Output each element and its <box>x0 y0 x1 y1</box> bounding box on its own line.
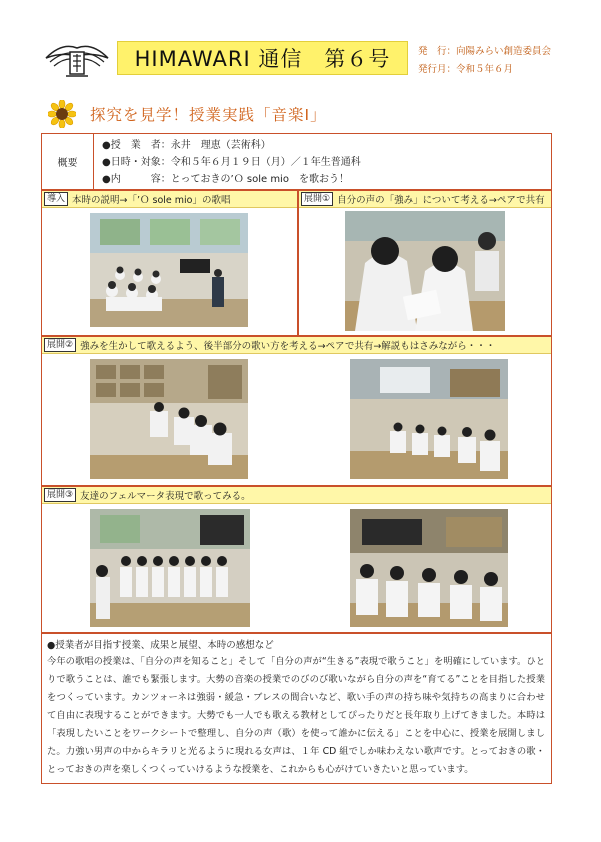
overview-line-date: ●日時・対象：令和５年６月１９日（月）／１年生普通科 <box>102 157 361 168</box>
overview-line-teacher: ●授 業 者：永井 理恵（芸術科） <box>102 140 271 151</box>
summary-section <box>41 633 552 784</box>
intro-header <box>42 191 297 208</box>
development1-text: 自分の声の「強み」について考える→ペアで共有 <box>337 195 545 206</box>
development2-photo-right <box>350 359 508 479</box>
overview-line-content: ●内 容：とっておきの’Ｏ sole mio を歌おう！ <box>102 174 349 185</box>
overview-table <box>41 133 552 190</box>
intro-tag: 導入 <box>44 192 68 206</box>
development2-photo-left <box>90 359 248 479</box>
newsletter-title: HIMAWARI 通信 第６号 <box>117 41 408 75</box>
publisher-label: 発 行：向陽みらい創造委員会 <box>418 46 552 57</box>
summary-body: 今年の歌唱の授業は、「自分の声を知ること」そして「自分の声が“生きる”表現で歌うこと」を明確にしています。ひとりで歌うことは、誰でも緊張します。大勢の音楽の授業でのびのび歌いながら自分の声を“育てる”ことを目指した授業をつくっています。カンツォーネは強弱・緩急・ブレスの間合いなど、歌い手の声の持ち味や気持ちの高まりに合わせて自由に表現することができます。大勢でも一人でも歌える教材としてぴったりだと長年取り上げてきました。本時は「表現したいことをワークシートで整理し、自分の声（歌）を使って誰かに伝える」ことを中心に、授業を展開しました。力強い男声の中からキラリと光るように現れる女声は、１年 CD 組でしか味わえない歌声です。とっておきの歌・とっておきの声を楽しくつくっていけるような授業を、これからも心がけていきたいと思っています。 <box>47 656 545 775</box>
development1-section <box>298 190 552 336</box>
development1-header <box>299 191 551 208</box>
development3-tag: 展開③ <box>44 488 76 502</box>
article-headline: 探究を見学！授業実践「音楽Ⅰ」 <box>90 106 327 124</box>
development2-tag: 展開② <box>44 338 76 352</box>
issue-date-label: 発行月：令和５年６月 <box>418 64 514 75</box>
development1-tag: 展開① <box>301 192 333 206</box>
overview-lines <box>94 134 361 189</box>
development3-text: 友達のフェルマータ表現で歌ってみる。 <box>80 491 251 502</box>
development1-photo <box>345 211 505 331</box>
development2-section <box>41 336 552 486</box>
summary-heading: ●授業者が目指す授業、成果と展望、本時の感想など <box>47 640 274 651</box>
intro-text: 本時の説明→「’Ｏ sole mio」の歌唱 <box>72 195 231 206</box>
development3-photo-right <box>350 509 508 627</box>
development2-header <box>42 337 551 354</box>
development3-photo-left <box>90 509 250 627</box>
intro-section <box>41 190 298 336</box>
development3-section <box>41 486 552 633</box>
overview-label: 概要 <box>42 134 94 189</box>
school-logo <box>44 38 110 80</box>
sunflower-icon <box>48 100 76 128</box>
development2-text: 強みを生かして歌えるよう、後半部分の歌い方を考える→ペアで共有→解説もはさみながら・・・ <box>80 341 496 352</box>
intro-photo <box>90 213 248 327</box>
development3-header <box>42 487 551 504</box>
